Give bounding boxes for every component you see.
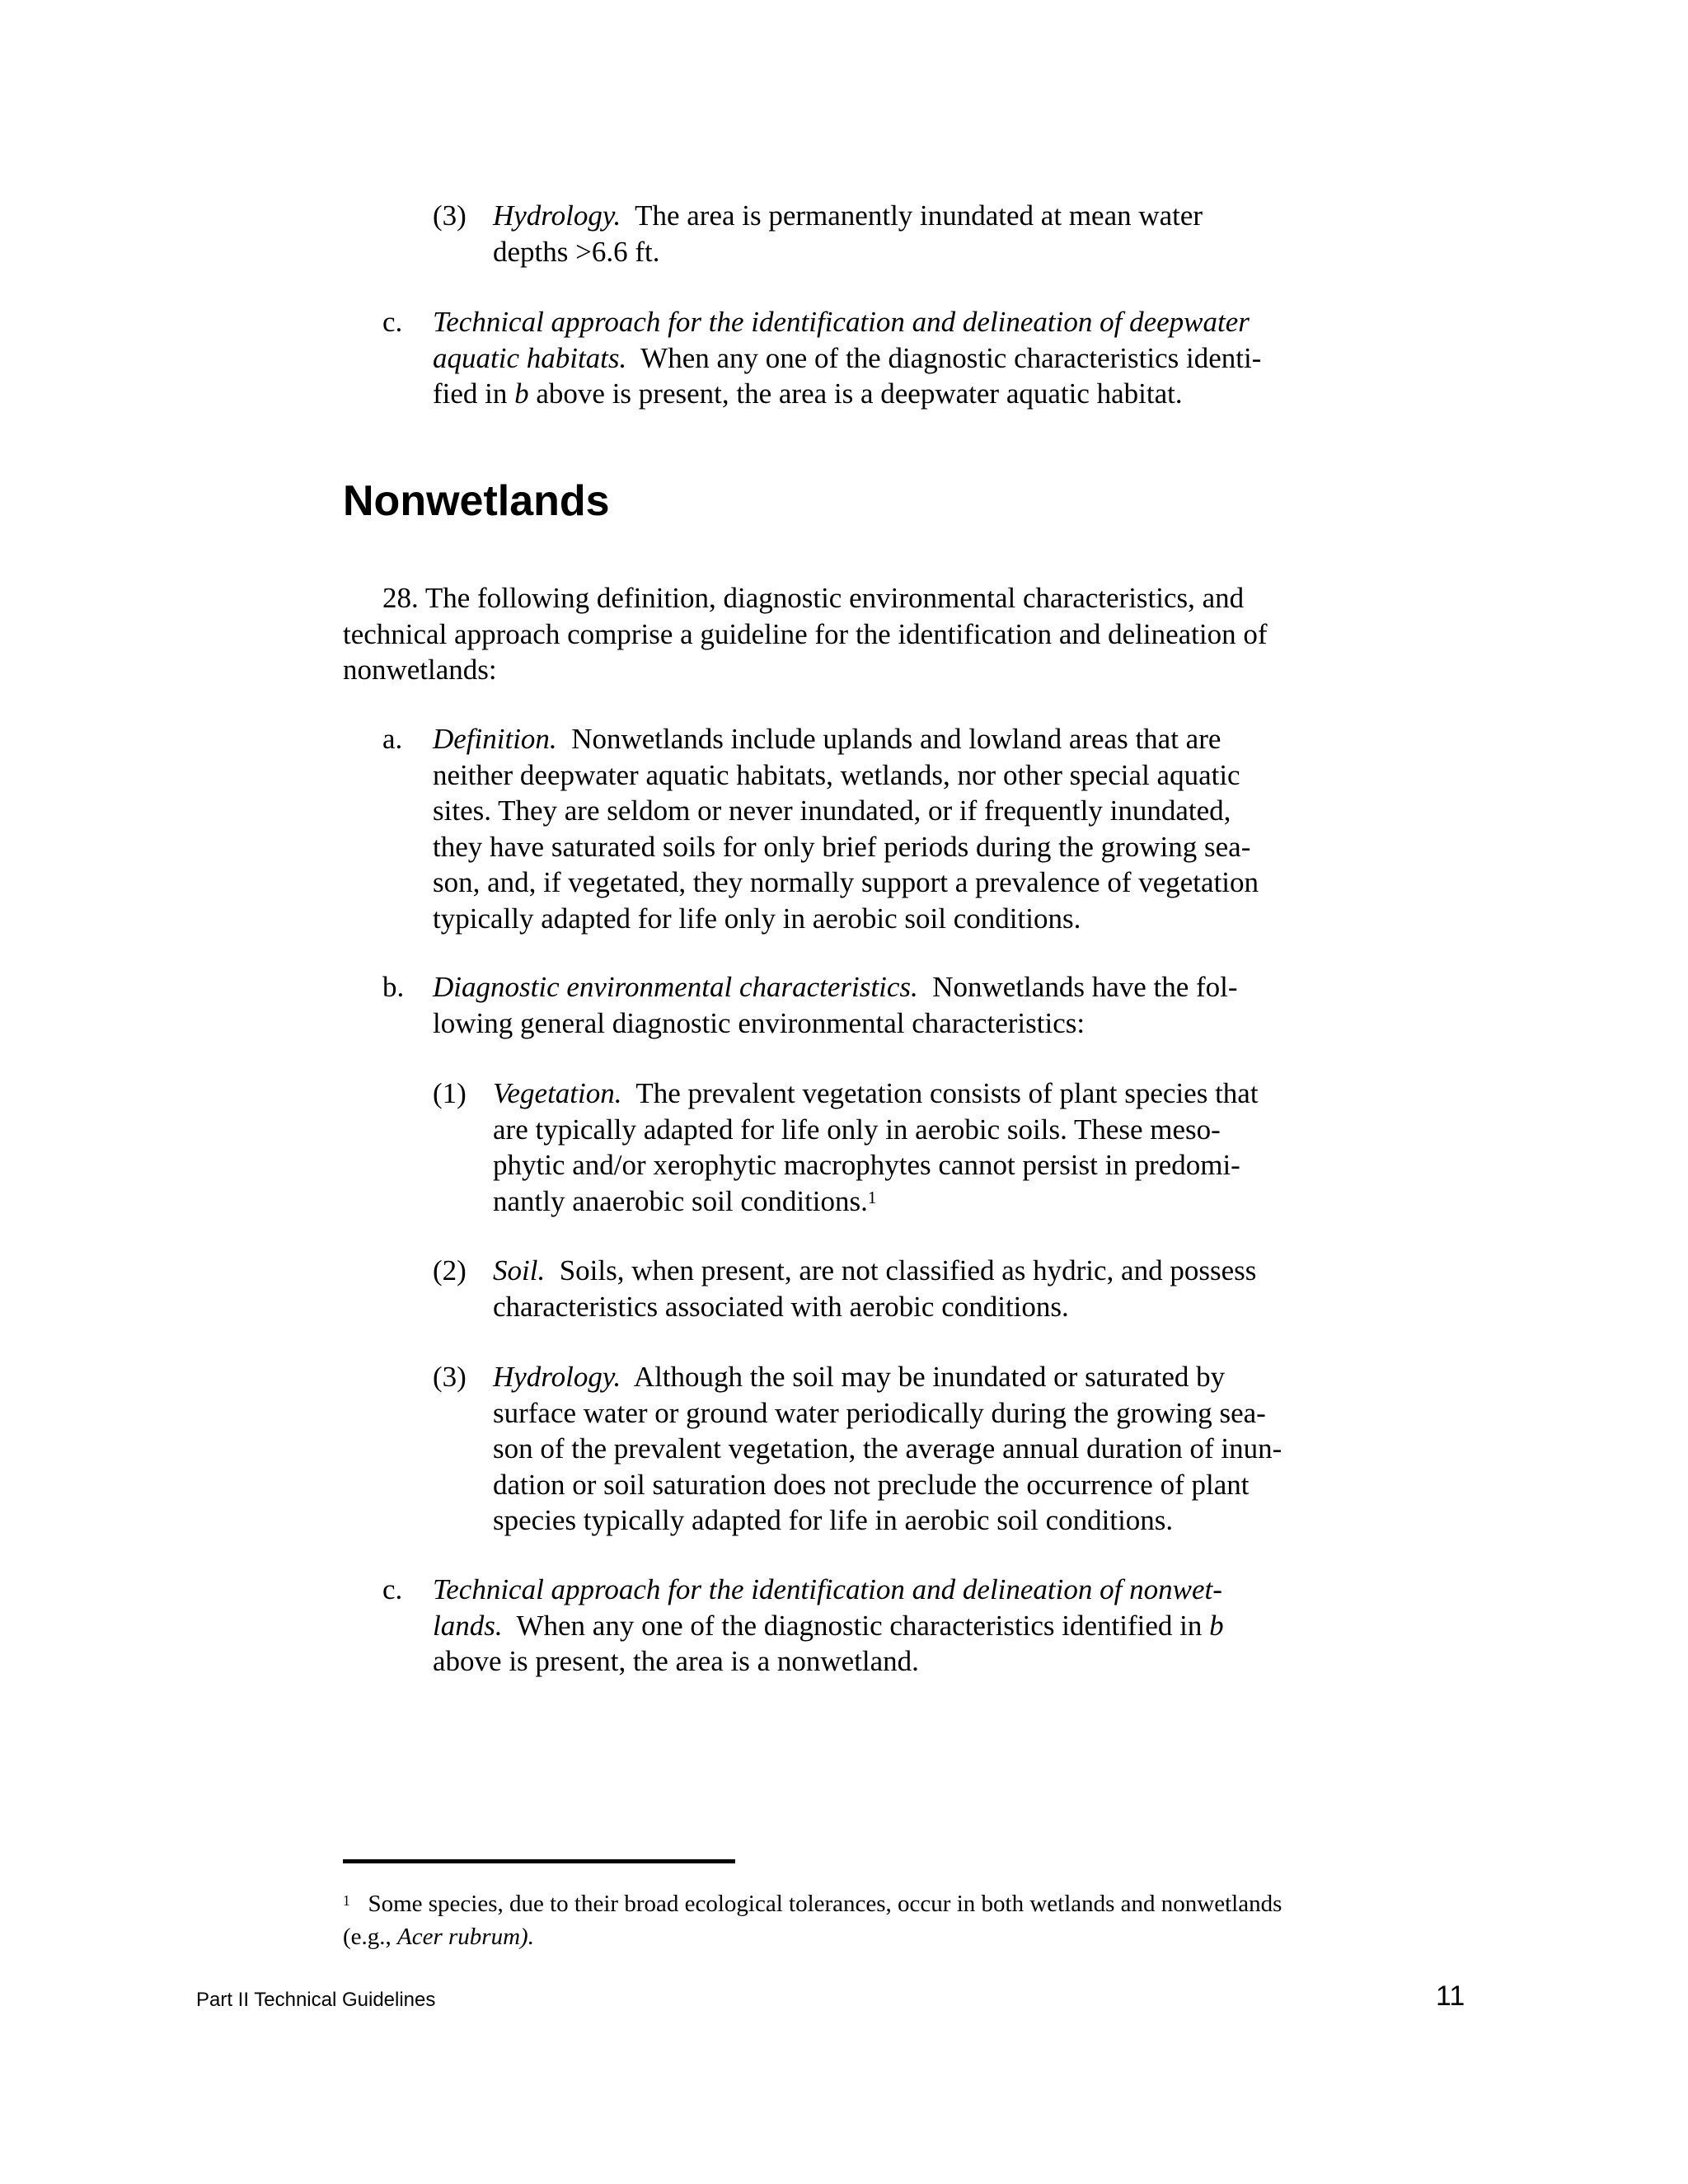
footer-section-label: Part II Technical Guidelines	[196, 1989, 436, 2011]
item-text: The prevalent vegetation consists of plant species that are typically adapted for life only in aerobic soils. These meso- phytic and/or xerophytic macrophytes cannot persist in predomi- nantly anaerobic soil conditions.	[493, 1077, 1259, 1217]
item-number: (3)	[433, 199, 467, 232]
item-letter: a.	[382, 723, 403, 755]
page-number: 11	[1436, 1980, 1465, 2012]
vegetation-item	[493, 1076, 1284, 1219]
item-heading: Hydrology.	[493, 1361, 621, 1393]
footnote-divider	[343, 1859, 735, 1863]
item-heading: Soil.	[493, 1254, 546, 1286]
technical-approach-nonwetlands	[433, 1572, 1257, 1680]
item-ref: b	[1209, 1609, 1224, 1642]
paragraph-28: 28. The following definition, diagnostic environmental characteristics, and technical approach comprise a guideline for the identification and delineation of nonwetlands:	[343, 582, 1268, 686]
item-heading: Technical approach for the identification and delineation of deepwater aquatic habitats.	[433, 306, 1250, 374]
definition-item	[433, 721, 1273, 936]
item-text: Nonwetlands have the fol- lowing general diagnostic environmental characteristics:	[433, 971, 1238, 1039]
item-text: above is present, the area is a nonwetland.	[433, 1645, 919, 1677]
item-text: Soils, when present, are not classified as hydric, and possess characteristics associated with aerobic conditions.	[493, 1254, 1257, 1323]
item-text: When any one of the diagnostic characteristics identi- fied in	[433, 341, 1262, 410]
hydrology-item	[493, 198, 1235, 269]
item-heading: Vegetation.	[493, 1077, 622, 1109]
hydrology-item	[493, 1359, 1309, 1539]
item-number: (1)	[433, 1077, 467, 1109]
item-heading: Diagnostic environmental characteristics.	[433, 971, 918, 1003]
item-heading: Hydrology.	[493, 199, 621, 232]
footnote-ref: 1	[867, 1187, 877, 1207]
item-number: (2)	[433, 1254, 467, 1286]
item-letter: c.	[382, 306, 403, 338]
footnote	[343, 1887, 1332, 1953]
item-text: Although the soil may be inundated or saturated by surface water or ground water periodically during the growing sea- son of the prevalent vegetation, the average annual duration of inun- dation or soil saturation does not preclude the occurrence of plant species typically adapted for life in aerobic soil conditions.	[493, 1361, 1282, 1536]
footnote-number: 1	[343, 1892, 350, 1909]
item-ref: b	[514, 377, 529, 410]
item-letter: c.	[382, 1573, 403, 1605]
soil-item	[493, 1253, 1284, 1324]
item-heading: Definition.	[433, 723, 557, 755]
footnote-italic: Acer rubrum).	[397, 1924, 534, 1950]
item-letter: b.	[382, 971, 405, 1003]
diagnostic-item	[433, 969, 1273, 1041]
section-heading: Nonwetlands	[343, 477, 610, 525]
item-text: The area is permanently inundated at mean water depths >6.6 ft.	[493, 199, 1203, 268]
item-number: (3)	[433, 1361, 467, 1393]
item-text: Nonwetlands include uplands and lowland areas that are neither deepwater aquatic habitats, wetlands, nor other special aquatic sites. They are seldom or never inundated, or if frequently inundated, they have saturated soils for only brief periods during the growing sea- son, and, if vegetated, they normally support a prevalence of vegetation typically adapted for life only in aerobic soil conditions.	[433, 723, 1259, 935]
technical-approach-deepwater	[433, 304, 1273, 412]
item-text: above is present, the area is a deepwater aquatic habitat.	[536, 377, 1183, 410]
item-text: When any one of the diagnostic characteristics identified in	[516, 1609, 1203, 1642]
footnote-text: Some species, due to their broad ecological tolerances, occur in both wetlands and nonwetlands (e.g.,	[343, 1891, 1282, 1950]
item-heading: Technical approach for the identification and delineation of nonwet- lands.	[433, 1573, 1222, 1642]
